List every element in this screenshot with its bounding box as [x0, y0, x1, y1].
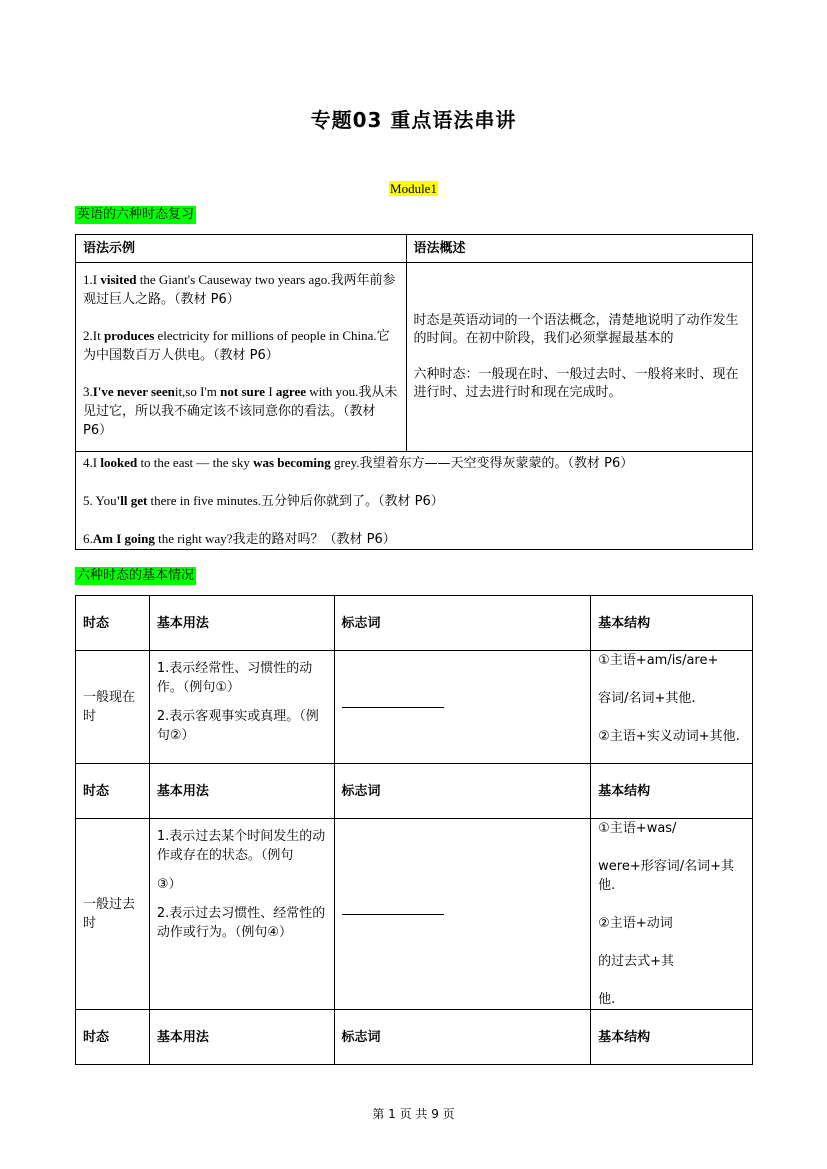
page-footer: 第 1 页 共 9 页 [372, 1107, 455, 1121]
col-header-examples: 语法示例 [76, 235, 407, 263]
example-3: 3.I've never seenit,so I'm not sure I agree with you.我从未见过它，所以我不确定该不该同意你的看法。（教材 P6） [83, 384, 398, 438]
section-heading-tense-review: 英语的六种时态复习 [77, 207, 195, 222]
row-simple-present [76, 651, 753, 764]
header-signal-words: 标志词 [334, 596, 591, 651]
header-structure: 基本结构 [591, 1010, 753, 1065]
header-signal-words: 标志词 [334, 1010, 591, 1065]
section-heading-tense-basics: 六种时态的基本情况 [77, 568, 195, 583]
overview-text-2: 六种时态：一般现在时、一般过去时、一般将来时、现在进行时、过去进行时和现在完成时。 [413, 367, 739, 400]
tense-name: 一般过去时 [76, 819, 150, 1010]
usage-1: 1.表示经常性、习惯性的动作。（例句①） [156, 661, 313, 695]
col-header-overview: 语法概述 [406, 235, 752, 263]
example-2: 2.It produces electricity for millions of people in China.它为中国数百万人供电。（教材 P6） [83, 328, 390, 363]
usage-cell [149, 651, 334, 764]
blank-line [342, 707, 444, 708]
structure-2: 容词/名词+其他. [598, 691, 696, 706]
table-header-row [76, 764, 753, 819]
usage-1: 1.表示过去某个时间发生的动作或存在的状态。（例句 [156, 829, 326, 863]
signal-cell [334, 651, 591, 764]
structure-5: 他. [598, 992, 616, 1007]
header-signal-words: 标志词 [334, 764, 591, 819]
tense-name: 一般现在时 [76, 651, 150, 764]
example-1: 1.I visited the Giant's Causeway two years ago.我两年前参观过巨人之路。（教材 P6） [83, 272, 396, 307]
module-text: Module1 [390, 181, 437, 196]
page-title: 专题03 重点语法串讲 [310, 108, 517, 132]
structure-1: ①主语+am/is/are+ [598, 653, 719, 668]
header-tense: 时态 [76, 764, 150, 819]
structure-3: ②主语+实义动词+其他. [598, 729, 740, 744]
signal-cell [334, 819, 591, 1010]
usage-1b: ③） [156, 877, 182, 892]
grammar-examples-table [75, 234, 753, 550]
structure-cell [591, 819, 753, 1010]
tense-basics-table [75, 595, 753, 1065]
example-4: 4.I looked to the east — the sky was becoming grey.我望着东方——天空变得灰蒙蒙的。（教材 P6） [83, 455, 634, 471]
header-usage: 基本用法 [149, 764, 334, 819]
examples-cell [76, 263, 407, 452]
header-structure: 基本结构 [591, 764, 753, 819]
blank-line [342, 914, 444, 915]
header-usage: 基本用法 [149, 1010, 334, 1065]
structure-2: were+形容词/名词+其他. [598, 859, 734, 893]
header-tense: 时态 [76, 596, 150, 651]
overview-text-1: 时态是英语动词的一个语法概念，清楚地说明了动作发生的时间。在初中阶段，我们必须掌握最基本的 [413, 313, 739, 346]
row-simple-past [76, 819, 753, 1010]
example-5: 5. You'll get there in five minutes.五分钟后你就到了。（教材 P6） [83, 493, 444, 509]
usage-2: 2.表示过去习惯性、经常性的动作或行为。（例句④） [156, 906, 326, 940]
header-structure: 基本结构 [591, 596, 753, 651]
table-header-row [76, 1010, 753, 1065]
usage-cell [149, 819, 334, 1010]
usage-2: 2.表示客观事实或真理。（例句②） [156, 709, 319, 743]
example-6: 6.Am I going the right way?我走的路对吗？（教材 P6） [83, 531, 396, 547]
more-examples-cell [76, 452, 753, 550]
header-usage: 基本用法 [149, 596, 334, 651]
table-header-row [76, 596, 753, 651]
header-tense: 时态 [76, 1010, 150, 1065]
structure-cell [591, 651, 753, 764]
overview-cell [406, 263, 752, 452]
structure-4: 的过去式+其 [598, 954, 675, 969]
module-label [0, 181, 827, 197]
structure-1: ①主语+was/ [598, 821, 677, 836]
structure-3: ②主语+动词 [598, 916, 673, 931]
